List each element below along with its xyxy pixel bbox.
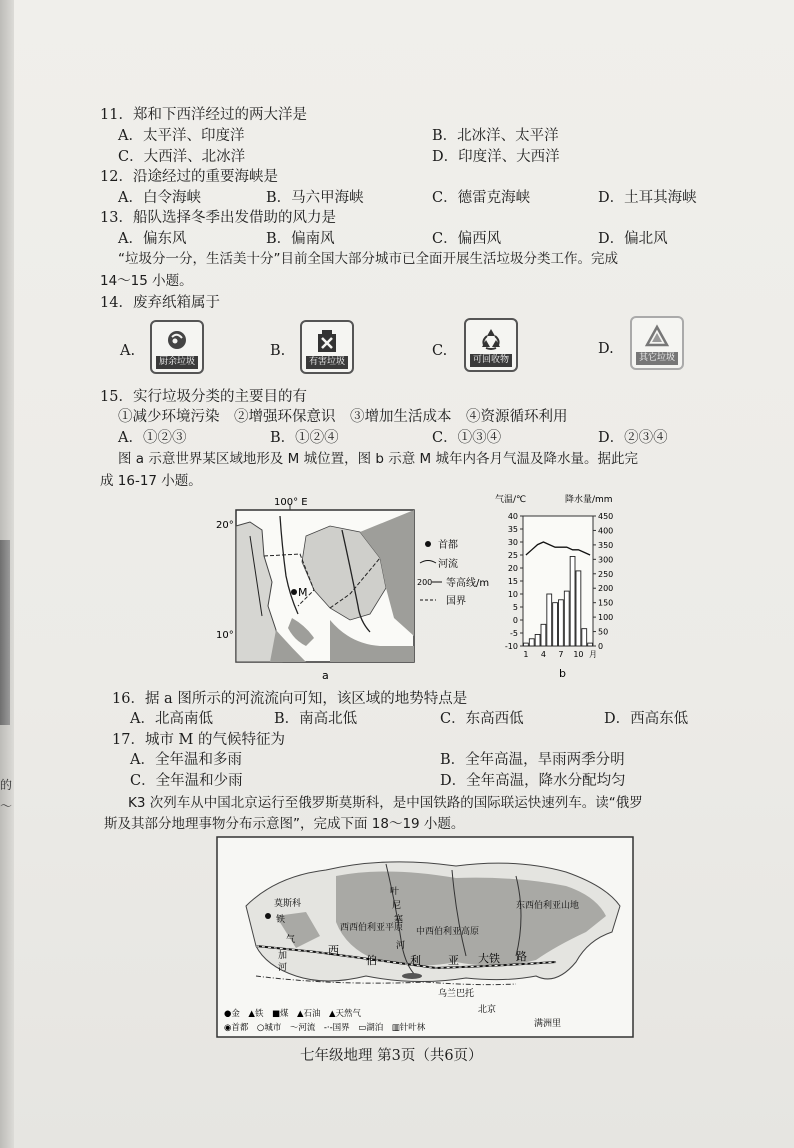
temp-tick-label: 30	[507, 538, 518, 547]
q16-option-a[interactable]: A．北高南低	[130, 711, 213, 727]
chart-frame	[523, 516, 593, 646]
sai-label: 塞	[394, 915, 404, 925]
intro-18-19-line1: K3 次列车从中国北京运行至俄罗斯莫斯科，是中国铁路的国际联运快速列车。读“俄罗	[128, 795, 643, 811]
precip-bar	[576, 571, 581, 646]
li-label: 利	[410, 954, 421, 967]
q11-stem: 11．郑和下西洋经过的两大洋是	[100, 107, 307, 123]
precip-tick-label: 250	[598, 569, 614, 579]
beijing-label: 北京	[478, 1005, 497, 1015]
precip-axis-label: 降水量/mm	[565, 495, 613, 505]
russia-legend-symbols: ◉首都 ○城市 ～河流 -·-国界 ▭湖泊 ▥针叶林	[224, 1023, 426, 1033]
temp-tick-label: 10	[507, 590, 518, 599]
temp-tick-label: 0	[512, 616, 518, 625]
intro-16-17-line2: 成 16-17 小题。	[100, 473, 202, 489]
precip-bar	[564, 591, 569, 646]
q13-option-a[interactable]: A．偏东风	[118, 231, 187, 247]
precip-tick-label: 200	[598, 584, 614, 594]
precip-bar	[588, 643, 593, 646]
month-tick-label: 7	[558, 650, 564, 659]
lat-bottom-label: 10°	[216, 630, 234, 641]
tie-label: 大铁	[478, 952, 500, 965]
precip-tick-label: 0	[598, 642, 604, 651]
precip-bar	[570, 556, 575, 646]
q11-option-c[interactable]: C．大西洋、北冰洋	[118, 149, 246, 165]
q15-option-c[interactable]: C．①③④	[432, 430, 502, 446]
precip-tick-label: 50	[598, 627, 609, 637]
legend-border: 国界	[446, 596, 466, 607]
lat-top-label: 20°	[216, 520, 234, 531]
precip-bar	[535, 634, 540, 646]
month-tick-label: 1	[523, 650, 529, 659]
q11-option-d[interactable]: D．印度洋、大西洋	[432, 149, 560, 165]
q12-option-d[interactable]: D．土耳其海峡	[598, 190, 697, 206]
q15-option-a[interactable]: A．①②③	[118, 430, 187, 446]
intro-18-19-line2: 斯及其部分地理事物分布示意图”，完成下面 18～19 小题。	[104, 816, 465, 832]
q16-option-b[interactable]: B．南高北低	[274, 711, 358, 727]
xi-label: 西	[328, 944, 339, 957]
ni-label: 尼	[392, 901, 402, 911]
precip-tick-label: 450	[598, 512, 614, 521]
q12-option-b[interactable]: B．马六甲海峡	[266, 190, 364, 206]
hazardous-waste-icon[interactable]	[300, 320, 354, 374]
q14-stem: 14．废弃纸箱属于	[100, 295, 220, 311]
legend-contour-value: 200	[417, 578, 433, 587]
q16-option-d[interactable]: D．西高东低	[604, 711, 689, 727]
q12-stem: 12．沿途经过的重要海峡是	[100, 169, 278, 185]
russia-map	[216, 836, 634, 1038]
precip-bar	[582, 629, 587, 646]
precip-tick-label: 400	[598, 526, 614, 536]
month-tick-label: 4	[540, 650, 546, 659]
russia-legend-resources: ●金 ▲铁 ■煤 ▲石油 ▲天然气	[224, 1009, 362, 1019]
q12-option-c[interactable]: C．德雷克海峡	[432, 190, 531, 206]
figure-a-map	[210, 496, 510, 686]
figure-a-caption: a	[322, 669, 329, 682]
month-unit-label: 月	[589, 650, 597, 659]
precip-bar	[524, 643, 529, 646]
precip-bar	[529, 639, 534, 646]
he-label: 河	[278, 963, 288, 973]
q11-option-a[interactable]: A．太平洋、印度洋	[118, 128, 245, 144]
precip-tick-label: 150	[598, 598, 614, 608]
kitchen-waste-label: 厨余垃圾	[156, 356, 198, 369]
intro-14-15-line1: “垃圾分一分，生活美十分”目前全国大部分城市已全面开展生活垃圾分类工作。完成	[118, 251, 618, 267]
bo-label: 伯	[366, 954, 377, 967]
chart-plot-area	[505, 512, 613, 659]
other-waste-icon[interactable]	[630, 316, 684, 370]
other-waste-label: 其它垃圾	[636, 352, 678, 365]
q13-option-b[interactable]: B．偏南风	[266, 231, 335, 247]
gas-label: 气	[286, 935, 296, 945]
q13-stem: 13．船队选择冬季出发借助的风力是	[100, 210, 336, 226]
ya-label: 亚	[448, 954, 459, 967]
ke-label: 河	[396, 941, 406, 951]
q12-option-a[interactable]: A．白令海峡	[118, 190, 201, 206]
temp-tick-label: 5	[512, 603, 518, 612]
east-siberia-label: 东西伯利亚山地	[516, 901, 580, 911]
precip-bar	[553, 603, 558, 646]
month-tick-label: 10	[573, 650, 584, 659]
precip-bar	[559, 600, 564, 646]
q17-option-a[interactable]: A．全年温和多雨	[130, 752, 242, 768]
edge-fragment-1: 的	[0, 778, 13, 792]
central-siberia-label: 中西伯利亚高原	[416, 927, 480, 937]
q17-option-c[interactable]: C．全年温和少雨	[130, 773, 243, 789]
precip-tick-label: 350	[598, 540, 614, 550]
precip-bar	[547, 594, 552, 646]
edge-fragment-2: ～	[0, 799, 13, 813]
ulaanbaatar-label: 乌兰巴托	[438, 989, 475, 999]
q11-option-b[interactable]: B．北冰洋、太平洋	[432, 128, 559, 144]
jia-label: 加	[278, 951, 288, 961]
manzhouli-label: 满洲里	[534, 1019, 562, 1029]
lu-label: 路	[516, 950, 527, 963]
temp-tick-label: -5	[510, 629, 518, 638]
page-footer: 七年级地理 第3页（共6页）	[300, 1048, 483, 1064]
hazardous-waste-label: 有害垃圾	[306, 356, 348, 369]
temp-tick-label: 15	[507, 577, 518, 586]
moscow-label: 莫斯科	[274, 899, 302, 909]
temp-tick-label: 40	[507, 512, 518, 521]
legend-contour: 等高线/m	[446, 578, 490, 589]
temp-tick-label: 25	[507, 551, 518, 560]
city-m-label: M	[298, 586, 308, 599]
intro-16-17-line1: 图 a 示意世界某区域地形及 M 城位置，图 b 示意 M 城年内各月气温及降水量。据此完	[118, 451, 638, 467]
precip-tick-label: 300	[598, 555, 614, 565]
q15-items: ①减少环境污染 ②增强环保意识 ③增加生活成本 ④资源循环利用	[118, 409, 568, 425]
q17-option-b[interactable]: B．全年高温，旱雨两季分明	[440, 752, 625, 768]
q13-option-d[interactable]: D．偏北风	[598, 231, 668, 247]
legend-river: 河流	[438, 559, 458, 570]
q16-stem: 16．据 a 图所示的河流流向可知，该区域的地势特点是	[112, 691, 468, 707]
recyclable-icon[interactable]	[464, 318, 518, 372]
q17-stem: 17．城市 M 的气候特征为	[112, 732, 286, 748]
temp-tick-label: 20	[507, 564, 518, 573]
edge-photo	[0, 540, 10, 725]
q15-option-b[interactable]: B．①②④	[270, 430, 339, 446]
intro-14-15-line2: 14～15 小题。	[100, 273, 193, 289]
recyclable-label: 可回收物	[470, 354, 512, 367]
q15-stem: 15．实行垃圾分类的主要目的有	[100, 389, 307, 405]
figure-b-climate-chart	[493, 490, 643, 680]
q15-option-d[interactable]: D．②③④	[598, 430, 668, 446]
q17-option-d[interactable]: D．全年高温，降水分配均匀	[440, 773, 626, 789]
temp-tick-label: 35	[507, 525, 518, 534]
precip-tick-label: 100	[598, 613, 614, 623]
kitchen-waste-icon[interactable]	[150, 320, 204, 374]
q13-option-c[interactable]: C．偏西风	[432, 231, 502, 247]
west-siberia-label: 西西伯利亚平原	[340, 923, 404, 933]
precip-bar	[541, 624, 546, 646]
iron-label: 铁	[276, 915, 286, 925]
q14-option-c[interactable]: C.	[432, 343, 448, 359]
temp-tick-label: -10	[504, 642, 518, 651]
lon-label: 100° E	[274, 497, 308, 508]
ye-label: 叶	[390, 887, 400, 897]
q14-option-a[interactable]: A.	[120, 343, 136, 359]
q14-option-d[interactable]: D.	[598, 341, 614, 357]
temp-axis-label: 气温/℃	[495, 495, 527, 505]
legend-capital: 首都	[438, 540, 458, 551]
q16-option-c[interactable]: C．东高西低	[440, 711, 524, 727]
figure-b-caption: b	[559, 667, 566, 680]
q14-option-b[interactable]: B.	[270, 343, 286, 359]
